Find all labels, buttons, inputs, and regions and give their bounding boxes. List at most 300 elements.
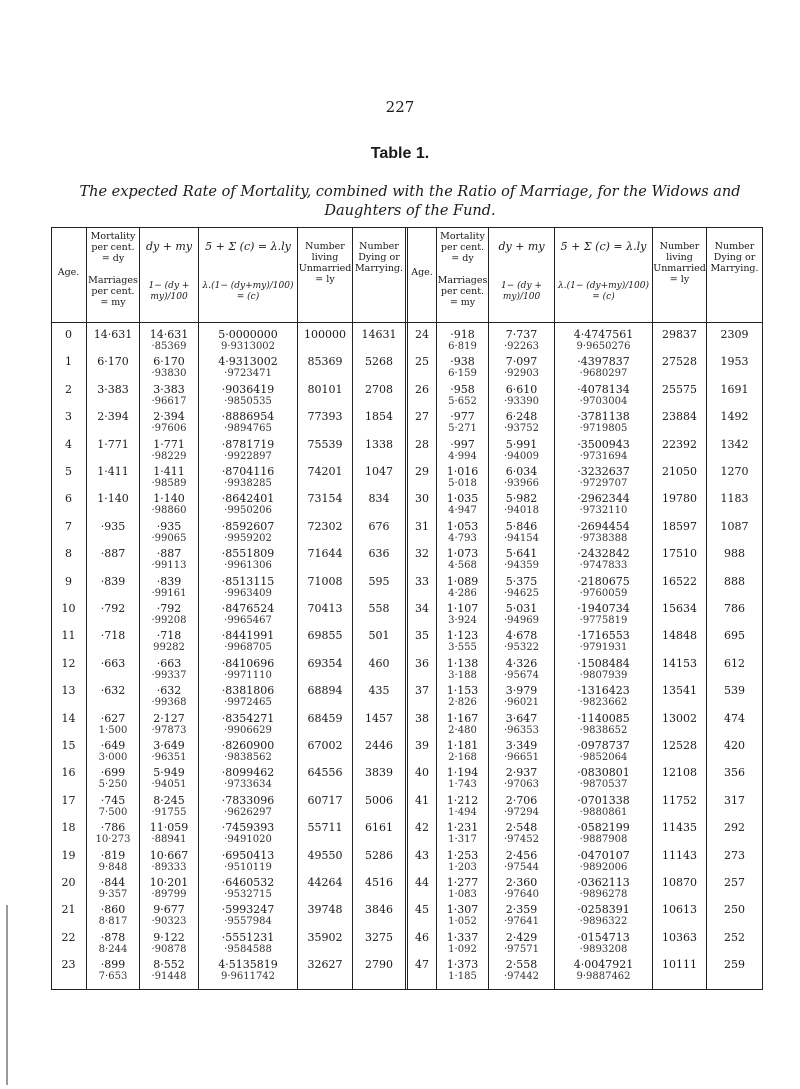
subcell-ss: ·89333 [151,861,187,873]
cell-dy: 1457 [365,711,393,725]
cell-dy: 356 [724,766,745,780]
mortality-table [51,227,763,990]
cell-s: 10·201 [149,876,189,889]
cell-dy: 888 [724,574,745,588]
cell-s: 14·631 [149,328,189,341]
cell-s: 6·170 [153,355,185,369]
cell-s: 2·360 [505,876,538,889]
cell-s: 3·649 [153,739,185,752]
cell-dy: 3275 [365,930,393,944]
cell-age: 27 [415,410,429,424]
subcell-m: 5·250 [98,779,128,791]
cell-age: 13 [61,684,76,698]
cell-age: 25 [415,355,429,369]
cell-l: ·1508484 [577,656,630,670]
subcell-ss: ·96353 [504,724,539,736]
subcell-ss: ·90878 [151,943,187,955]
cell-s: 2·429 [505,930,538,944]
subcell-m: 5·018 [448,478,477,489]
cell-s: 4·678 [505,629,538,643]
subcell-ls: ·9823662 [579,697,628,709]
header-lambda: 5 + Σ (c) = λ.ly [205,240,291,253]
cell-dy: 3839 [365,766,393,780]
cell-age: 5 [65,465,72,478]
subcell-ss: ·94018 [504,505,539,517]
header-marriages: Marriages per cent. = my [88,275,138,308]
cell-liv: 71644 [307,547,343,561]
cell-liv: 70413 [307,602,343,615]
subcell-m: 2·480 [448,724,477,736]
subcell-m: 1·185 [448,971,477,983]
subcell-ls: ·9510119 [224,861,272,873]
cell-age: 32 [415,547,429,561]
cell-s: 5·641 [505,547,538,561]
cell-age: 1 [65,355,72,369]
cell-s: 2·937 [505,766,538,780]
cell-dy: 676 [368,519,390,533]
cell-dy: 1953 [720,355,749,369]
subcell-m: 9·357 [98,889,128,900]
header-sum-complement: 1− (dy + my)/100 [501,281,542,302]
subcell-ss: ·99368 [151,697,187,709]
cell-dy: 2309 [720,328,749,341]
subcell-ss: 99282 [153,642,185,654]
cell-age: 0 [65,328,72,341]
cell-age: 39 [415,739,429,752]
cell-d: 14·631 [93,328,133,341]
cell-age: 38 [415,711,429,725]
cell-s: 9·122 [153,930,185,944]
subcell-m: 7·653 [98,971,128,983]
subcell-ls: ·9972465 [224,697,272,709]
subcell-m: 6·819 [448,341,477,352]
cell-d: ·935 [100,519,126,533]
subcell-ss: ·98589 [151,478,187,489]
cell-l: ·2180675 [577,574,630,588]
header-age: Age. [57,267,80,278]
subcell-ls: ·9738388 [579,532,628,544]
subcell-m: 9·848 [98,861,128,873]
cell-s: 5·949 [153,766,185,780]
cell-d: 1·253 [446,848,479,862]
cell-age: 31 [415,519,429,533]
cell-d: ·938 [450,355,475,369]
cell-s: 5·991 [505,437,538,451]
cell-age: 19 [61,848,76,862]
cell-age: 46 [415,930,429,944]
cell-dy: 435 [368,684,390,698]
subcell-ss: ·91755 [151,806,187,818]
cell-d: 1·181 [446,739,479,752]
cell-age: 33 [415,574,429,588]
cell-dy: 257 [724,876,745,889]
subcell-m: 1·743 [448,779,477,791]
subcell-m: 8·817 [98,916,128,928]
cell-s: 2·127 [153,711,185,725]
subcell-ls: ·9965467 [224,615,272,626]
subcell-ls: ·9906629 [224,724,272,736]
cell-liv: 15634 [662,602,697,615]
cell-s: ·887 [156,547,182,561]
subcell-m: 1·083 [448,889,477,900]
cell-l: ·8781719 [221,437,275,451]
cell-age: 41 [415,793,429,807]
cell-liv: 10363 [662,930,697,944]
subcell-ss: ·88941 [151,834,187,846]
cell-dy: 4516 [365,876,393,889]
subcell-ss: ·97294 [504,806,539,818]
cell-d: 3·383 [97,382,129,396]
subcell-ss: ·93830 [151,368,187,380]
cell-liv: 10870 [662,876,697,889]
cell-l: ·8642401 [221,492,275,506]
cell-dy: 3846 [365,903,393,917]
cell-d: 2·394 [97,410,129,424]
cell-l: ·5551231 [221,930,275,944]
cell-dy: 292 [724,821,745,835]
cell-liv: 11143 [662,848,697,862]
subcell-ls: ·9870537 [579,779,628,791]
cell-liv: 49550 [307,848,343,862]
cell-l: ·6460532 [221,876,275,889]
subcell-ls: ·9680297 [579,368,628,380]
cell-l: ·8551809 [221,547,275,561]
subcell-ss: ·97606 [151,423,187,435]
subcell-ls: 9·9887462 [576,971,631,983]
cell-d: ·887 [100,547,126,561]
subcell-ls: ·9961306 [224,560,272,572]
cell-liv: 69354 [307,656,343,670]
cell-d: 1·089 [446,574,479,588]
header-age: Age. [411,267,433,278]
cell-dy: 1183 [720,492,749,506]
cell-d: ·860 [100,903,126,917]
subcell-m: 4·994 [448,450,477,462]
subcell-m: 3·000 [98,752,128,763]
cell-dy: 2790 [365,958,393,972]
subcell-ls: ·9626297 [224,806,272,818]
cell-l: ·1716553 [577,629,630,643]
cell-age: 43 [415,848,429,862]
cell-dy: 988 [724,547,745,561]
cell-d: 1·153 [446,684,479,698]
cell-age: 34 [415,602,429,615]
cell-d: 1·035 [446,492,479,506]
header-dying: Number Dying or Marrying. [710,241,759,274]
cell-d: 1·167 [446,711,479,725]
subcell-ls: ·9747833 [579,560,628,572]
cell-s: 1·140 [153,492,185,506]
cell-dy: 259 [724,958,745,972]
cell-d: ·958 [450,382,475,396]
subcell-ss: ·99161 [151,587,187,599]
cell-age: 4 [65,437,72,451]
cell-d: 6·170 [97,355,129,369]
cell-dy: 595 [368,574,390,588]
cell-l: ·8381806 [221,684,275,698]
cell-d: 1·337 [446,930,479,944]
cell-d: 1·771 [97,437,129,451]
subcell-m: 5·652 [448,395,477,407]
cell-s: ·663 [156,656,182,670]
cell-age: 22 [61,930,76,944]
cell-dy: 5006 [365,793,393,807]
cell-age: 26 [415,382,429,396]
cell-dy: 786 [724,602,745,615]
subcell-ls: ·9723471 [224,368,272,380]
cell-liv: 68894 [307,684,343,698]
subcell-ss: ·96351 [151,752,187,763]
header-mortality: Mortality per cent. = dy [90,231,136,264]
header-living: Number living Unmarried = ly [298,241,352,285]
subcell-m: 3·555 [448,642,477,654]
cell-d: ·792 [100,602,126,615]
cell-d: 1·212 [446,793,479,807]
cell-age: 28 [415,437,429,451]
cell-l: ·1940734 [577,602,630,615]
cell-d: ·745 [100,793,126,807]
cell-liv: 72302 [307,519,343,533]
subcell-ls: ·9719805 [579,423,628,435]
cell-age: 3 [65,410,72,424]
subcell-ls: ·9971110 [224,669,272,681]
cell-liv: 64556 [307,766,343,780]
cell-liv: 73154 [307,492,343,506]
cell-age: 11 [61,629,76,643]
cell-dy: 317 [724,793,745,807]
cell-age: 17 [61,793,76,807]
subcell-ss: ·94969 [504,615,539,626]
cell-dy: 420 [724,739,745,752]
cell-liv: 74201 [307,465,343,478]
cell-s: 8·245 [153,793,185,807]
subcell-ss: ·97442 [504,971,539,983]
cell-d: 1·373 [446,958,479,972]
cell-s: 2·558 [505,958,538,972]
cell-dy: 252 [724,930,745,944]
cell-s: 5·846 [505,519,538,533]
cell-dy: 834 [368,492,390,506]
cell-l: 4·9313002 [218,355,278,369]
cell-l: ·8592607 [221,519,275,533]
cell-dy: 1492 [720,410,749,424]
header-lambda-c: λ.(1− (dy+my)/100) = (c) [558,281,649,302]
cell-s: 6·034 [505,465,538,478]
cell-s: ·935 [156,519,182,533]
subcell-m: 4·286 [448,587,477,599]
cell-d: ·786 [100,821,126,835]
cell-d: 1·307 [446,903,479,917]
cell-dy: 558 [368,602,390,615]
subcell-ls: ·9838562 [224,752,272,763]
cell-dy: 695 [724,629,745,643]
cell-s: 9·677 [153,903,185,917]
subcell-m: 1·317 [448,834,477,846]
cell-dy: 474 [724,711,745,725]
cell-age: 30 [415,492,429,506]
cell-l: ·8260900 [221,739,275,752]
cell-liv: 44264 [307,876,343,889]
subcell-ls: ·9896278 [579,889,628,900]
subcell-m: 1·494 [448,806,477,818]
cell-age: 40 [415,766,429,780]
cell-liv: 21050 [662,465,697,478]
subcell-ls: ·9838652 [579,724,628,736]
cell-age: 12 [61,656,76,670]
subcell-m: 2·168 [448,752,477,763]
subcell-m: 1·500 [98,724,128,736]
header-mortality: Mortality per cent. = dy [440,231,485,264]
cell-s: 3·647 [505,711,538,725]
cell-liv: 68459 [307,711,343,725]
cell-l: ·0470107 [577,848,630,862]
cell-s: 2·394 [153,410,185,424]
subcell-ss: ·96651 [504,752,539,763]
cell-liv: 19780 [662,492,697,506]
cell-s: 6·610 [505,382,538,396]
cell-dy: 1087 [720,519,749,533]
subcell-ls: ·9703004 [579,395,628,407]
cell-age: 21 [61,903,76,917]
cell-liv: 85369 [307,355,343,369]
cell-s: 2·359 [505,903,538,917]
cell-liv: 11752 [662,793,697,807]
cell-d: ·627 [100,711,126,725]
header-sum: dy + my [145,240,193,253]
cell-d: ·997 [450,437,475,451]
subcell-m: 4·793 [448,532,477,544]
cell-age: 24 [415,328,429,341]
cell-l: ·8441991 [221,629,275,643]
cell-l: ·0978737 [577,739,630,752]
cell-l: ·0830801 [577,766,630,780]
cell-l: ·2694454 [577,519,630,533]
subcell-ls: ·9732110 [579,505,628,517]
cell-age: 29 [415,465,429,478]
cell-d: ·844 [100,876,126,889]
header-sum-complement: 1− (dy + my)/100 [148,281,190,302]
subcell-ls: 9·9611742 [220,971,276,983]
cell-d: ·699 [100,766,126,780]
cell-l: ·8704116 [221,465,275,478]
cell-d: 1·073 [446,547,479,561]
cell-l: ·0582199 [577,821,630,835]
subcell-ls: ·9729707 [579,478,628,489]
cell-age: 20 [61,876,76,889]
subcell-m: 7·500 [98,806,128,818]
subcell-m: 4·947 [448,505,477,517]
header-dying: Number Dying or Marrying. [354,241,404,274]
subcell-ls: 9·9650276 [576,341,631,352]
cell-dy: 612 [724,656,745,670]
cell-liv: 16522 [662,574,697,588]
subcell-ls: ·9950206 [224,505,272,517]
cell-l: ·3232637 [577,465,630,478]
subcell-ss: ·97571 [504,943,539,955]
cell-d: 1·411 [97,465,129,478]
cell-dy: 6161 [365,821,393,835]
cell-age: 35 [415,629,429,643]
subcell-ls: ·9893208 [579,943,628,955]
cell-s: 7·737 [505,328,538,341]
cell-liv: 12528 [662,739,697,752]
cell-age: 42 [415,821,429,835]
cell-d: ·839 [100,574,126,588]
subcell-ss: ·96021 [504,697,539,709]
scan-margin-mark [6,905,8,1085]
cell-l: ·8513115 [221,574,275,588]
cell-l: ·9036419 [221,382,275,396]
cell-l: 4·5135819 [218,958,278,972]
cell-l: ·7833096 [221,793,275,807]
cell-l: ·2962344 [577,492,630,506]
subcell-ls: ·9852064 [579,752,628,763]
cell-age: 9 [65,574,72,588]
cell-l: ·1140085 [577,711,630,725]
subcell-ls: ·9584588 [224,943,272,955]
subcell-ss: ·97641 [504,916,539,928]
subcell-ls: ·9922897 [224,450,272,462]
cell-liv: 10613 [662,903,697,917]
cell-s: 4·326 [505,656,538,670]
cell-liv: 23884 [662,410,697,424]
cell-s: 1·771 [153,437,185,451]
cell-liv: 10111 [662,958,697,972]
cell-l: ·6950413 [221,848,275,862]
cell-dy: 1342 [720,437,749,451]
cell-dy: 250 [724,903,745,917]
cell-s: 5·375 [505,574,538,588]
cell-dy: 2708 [365,382,393,396]
cell-liv: 77393 [307,410,343,424]
cell-age: 23 [61,958,76,972]
cell-dy: 1691 [720,382,749,396]
subcell-ss: ·96617 [151,395,187,407]
subcell-ss: ·92263 [504,341,539,352]
subcell-m: 3·924 [448,615,477,626]
cell-dy: 460 [368,656,390,670]
cell-age: 8 [65,547,72,561]
cell-liv: 67002 [307,739,343,752]
cell-s: 7·097 [505,355,538,369]
cell-age: 36 [415,656,429,670]
cell-l: 4·0047921 [573,958,634,972]
subcell-ls: ·9807939 [579,669,628,681]
cell-dy: 5286 [365,848,393,862]
cell-s: 5·982 [505,492,538,506]
cell-liv: 14848 [662,629,697,643]
cell-s: 1·411 [153,465,185,478]
cell-s: ·839 [156,574,182,588]
cell-liv: 25575 [662,382,697,396]
header-sum: dy + my [498,240,545,253]
cell-d: ·918 [450,328,475,341]
cell-l: ·8354271 [221,711,275,725]
cell-liv: 17510 [662,547,697,561]
cell-dy: 501 [368,629,390,643]
cell-age: 10 [61,602,76,615]
cell-dy: 2446 [365,739,393,752]
subcell-ss: ·98860 [151,505,187,517]
cell-s: 3·349 [505,739,538,752]
cell-age: 14 [61,711,76,725]
cell-dy: 273 [724,848,745,862]
subcell-ss: ·94154 [504,532,539,544]
cell-l: 4·4747561 [573,328,634,341]
cell-liv: 71008 [307,574,343,588]
cell-s: 2·456 [505,848,538,862]
cell-s: 11·059 [149,821,189,835]
